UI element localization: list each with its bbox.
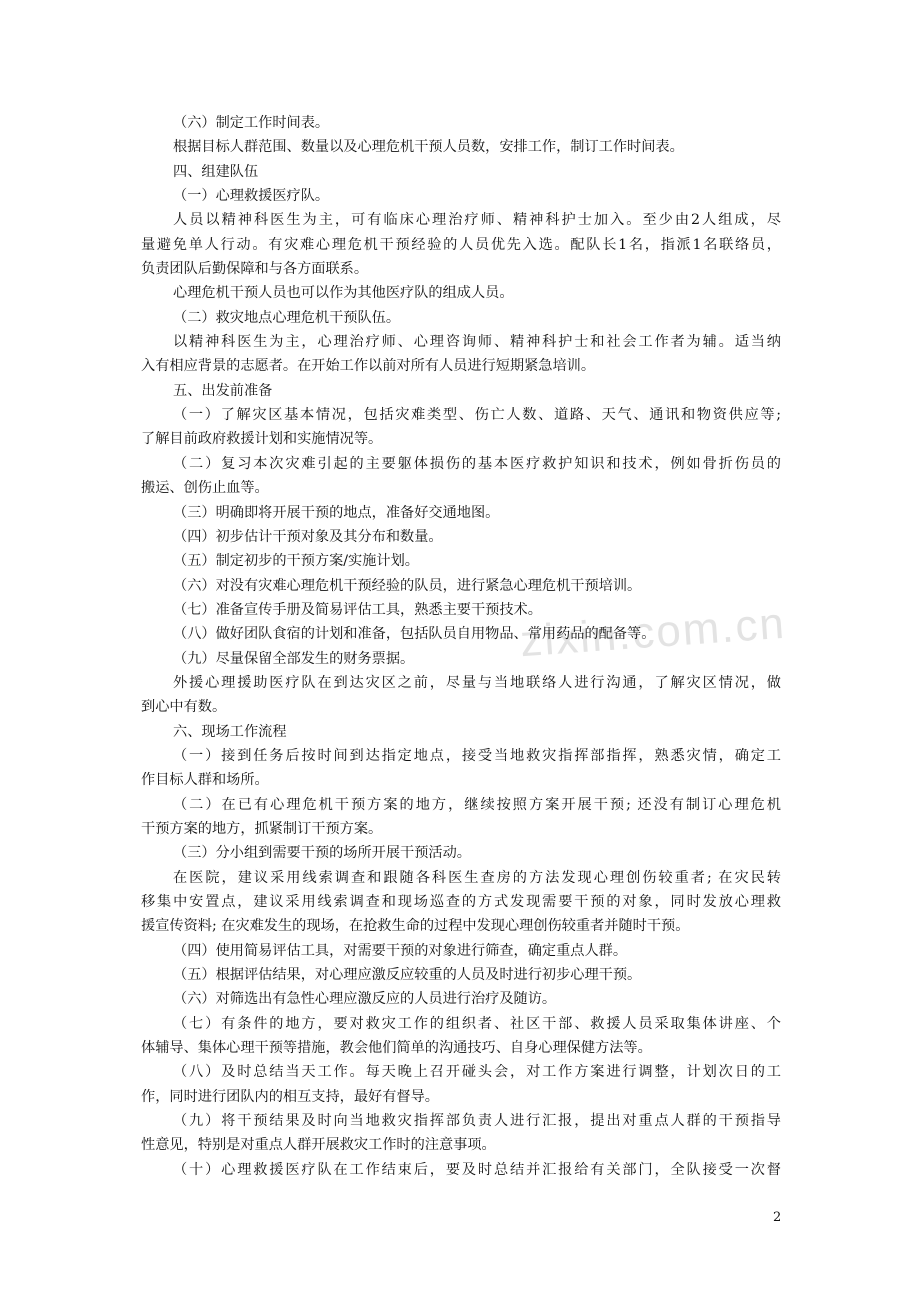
text-line: （二）救灾地点心理危机干预队伍。: [173, 309, 401, 326]
text-line: 四、组建队伍: [173, 163, 259, 180]
text-line: （四）初步估计干预对象及其分布和数量。: [173, 528, 443, 545]
text-line: 入有相应背景的志愿者。在开始工作以前对所有人员进行短期紧急培训。: [141, 358, 596, 375]
text-line: 量避免单人行动。有灾难心理危机干预经验的人员优先入选。配队长1名，指派1名联络员，: [141, 236, 781, 253]
text-line: （五）制定初步的干预方案/实施计划。: [173, 553, 419, 570]
text-line: 了解目前政府救援计划和实施情况等。: [141, 431, 383, 448]
text-line: （十）心理救援医疗队在工作结束后，要及时总结并汇报给有关部门，全队接受一次督: [173, 1161, 781, 1178]
text-line: （七）有条件的地方，要对救灾工作的组织者、社区干部、救援人员采取集体讲座、个: [173, 1015, 781, 1032]
text-line: （五）根据评估结果，对心理应激反应较重的人员及时进行初步心理干预。: [173, 967, 642, 984]
text-line: （六）对没有灾难心理危机干预经验的队员，进行紧急心理危机干预培训。: [173, 577, 642, 594]
text-line: （三）分小组到需要干预的场所开展干预活动。: [173, 845, 471, 862]
page-number: 2: [773, 1210, 782, 1225]
text-line: 干预方案的地方，抓紧制订干预方案。: [141, 820, 383, 837]
text-line: （七）准备宣传手册及简易评估工具，熟悉主要干预技术。: [173, 601, 542, 618]
text-line: （二）在已有心理危机干预方案的地方，继续按照方案开展干预; 还没有制订心理危机: [173, 796, 781, 813]
text-line: 人员以精神科医生为主，可有临床心理治疗师、精神科护士加入。至少由2人组成，尽: [173, 212, 781, 229]
text-line: 根据目标人群范围、数量以及心理危机干预人员数，安排工作，制订工作时间表。: [173, 139, 684, 156]
text-line: 到心中有数。: [141, 699, 227, 716]
watermark: zixin.com.cn: [518, 598, 788, 667]
text-line: 作，同时进行团队内的相互支持，最好有督导。: [141, 1088, 439, 1105]
text-line: （二）复习本次灾难引起的主要躯体损伤的基本医疗救护知识和技术，例如骨折伤员的: [173, 455, 781, 472]
text-line: （一）了解灾区基本情况，包括灾难类型、伤亡人数、道路、天气、通讯和物资供应等;: [173, 407, 781, 424]
text-line: （六）制定工作时间表。: [173, 115, 330, 131]
text-line: （六）对筛选出有急性心理应激反应的人员进行治疗及随访。: [173, 991, 557, 1008]
text-line: （九）尽量保留全部发生的财务票据。: [173, 650, 415, 667]
text-line: 五、出发前准备: [173, 382, 273, 399]
text-line: 以精神科医生为主，心理治疗师、心理咨询师、精神科护士和社会工作者为辅。适当纳: [173, 334, 781, 351]
text-line: （九）将干预结果及时向当地救灾指挥部负责人进行汇报，提出对重点人群的干预指导: [173, 1113, 781, 1130]
text-line: 负责团队后勤保障和与各方面联系。: [141, 261, 369, 278]
text-line: （一）接到任务后按时间到达指定地点，接受当地救灾指挥部指挥，熟悉灾情，确定工: [173, 747, 781, 764]
text-line: （八）做好团队食宿的计划和准备，包括队员自用物品、常用药品的配备等。: [173, 626, 656, 643]
document-body: [141, 111, 781, 1182]
text-line: （三）明确即将开展干预的地点，准备好交通地图。: [173, 504, 500, 521]
text-line: 心理危机干预人员也可以作为其他医疗队的组成人员。: [173, 285, 514, 302]
text-line: 六、现场工作流程: [173, 723, 287, 740]
text-line: （四）使用简易评估工具，对需要干预的对象进行筛查，确定重点人群。: [173, 942, 628, 959]
text-line: 移集中安置点，建议采用线索调查和现场巡查的方式发现需要干预的对象，同时发放心理救: [141, 894, 781, 910]
text-line: 在医院，建议采用线索调查和跟随各科医生查房的方法发现心理创伤较重者; 在灾民转: [173, 869, 781, 886]
text-line: 援宣传资料; 在灾难发生的现场，在抢救生命的过程中发现心理创伤较重者并随时干预。: [141, 918, 690, 935]
text-line: （一）心理救援医疗队。: [173, 188, 330, 205]
text-line: （八）及时总结当天工作。每天晚上召开碰头会，对工作方案进行调整，计划次日的工: [173, 1064, 781, 1081]
text-line: 体辅导、集体心理干预等措施，教会他们简单的沟通技巧、自身心理保健方法等。: [141, 1040, 652, 1057]
text-line: 外援心理援助医疗队在到达灾区之前，尽量与当地联络人进行沟通，了解灾区情况，做: [173, 674, 781, 691]
text-line: 作目标人群和场所。: [141, 772, 269, 789]
text-line: 性意见，特别是对重点人群开展救灾工作时的注意事项。: [141, 1137, 496, 1154]
text-line: 搬运、创伤止血等。: [141, 480, 269, 497]
